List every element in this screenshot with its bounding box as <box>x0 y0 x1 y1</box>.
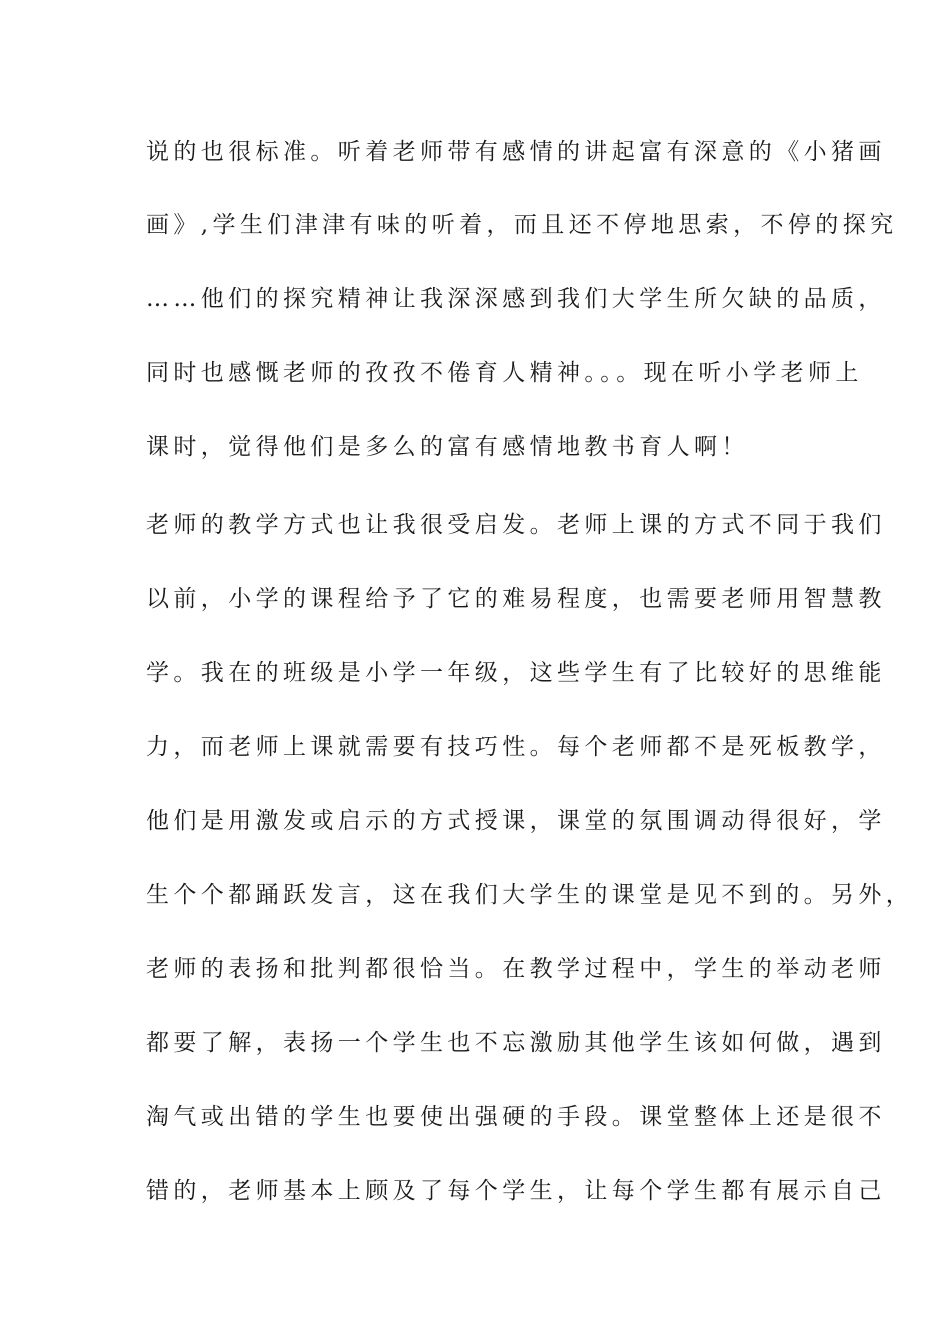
text-line-8: 学。我在的班级是小学一年级，这些学生有了比较好的思维能 <box>146 660 886 686</box>
text-line-15: 错的，老师基本上顾及了每个学生，让每个学生都有展示自己 <box>146 1178 886 1204</box>
text-line-7: 以前，小学的课程给予了它的难易程度，也需要老师用智慧教 <box>146 586 886 612</box>
text-line-1: 说的也很标准。听着老师带有感情的讲起富有深意的《小猪画 <box>146 139 886 165</box>
text-line-10: 他们是用激发或启示的方式授课，课堂的氛围调动得很好，学 <box>146 808 886 834</box>
text-line-2: 画》,学生们津津有味的听着，而且还不停地思索，不停的探究 <box>146 212 898 238</box>
text-line-9: 力，而老师上课就需要有技巧性。每个老师都不是死板教学， <box>146 734 886 760</box>
text-line-12: 老师的表扬和批判都很恰当。在教学过程中，学生的举动老师 <box>146 956 886 982</box>
text-line-6: 老师的教学方式也让我很受启发。老师上课的方式不同于我们 <box>146 512 886 538</box>
text-line-13: 都要了解，表扬一个学生也不忘激励其他学生该如何做，遇到 <box>146 1030 886 1056</box>
text-line-14: 淘气或出错的学生也要使出强硬的手段。课堂整体上还是很不 <box>146 1104 886 1130</box>
text-line-11: 生个个都踊跃发言，这在我们大学生的课堂是见不到的。另外， <box>146 882 914 908</box>
text-line-5: 课时，觉得他们是多么的富有感情地教书育人啊！ <box>146 434 749 460</box>
text-line-4: 同时也感慨老师的孜孜不倦育人精神。。。现在听小学老师上 <box>146 360 863 386</box>
text-line-3: ……他们的探究精神让我深深感到我们大学生所欠缺的品质， <box>146 286 886 312</box>
